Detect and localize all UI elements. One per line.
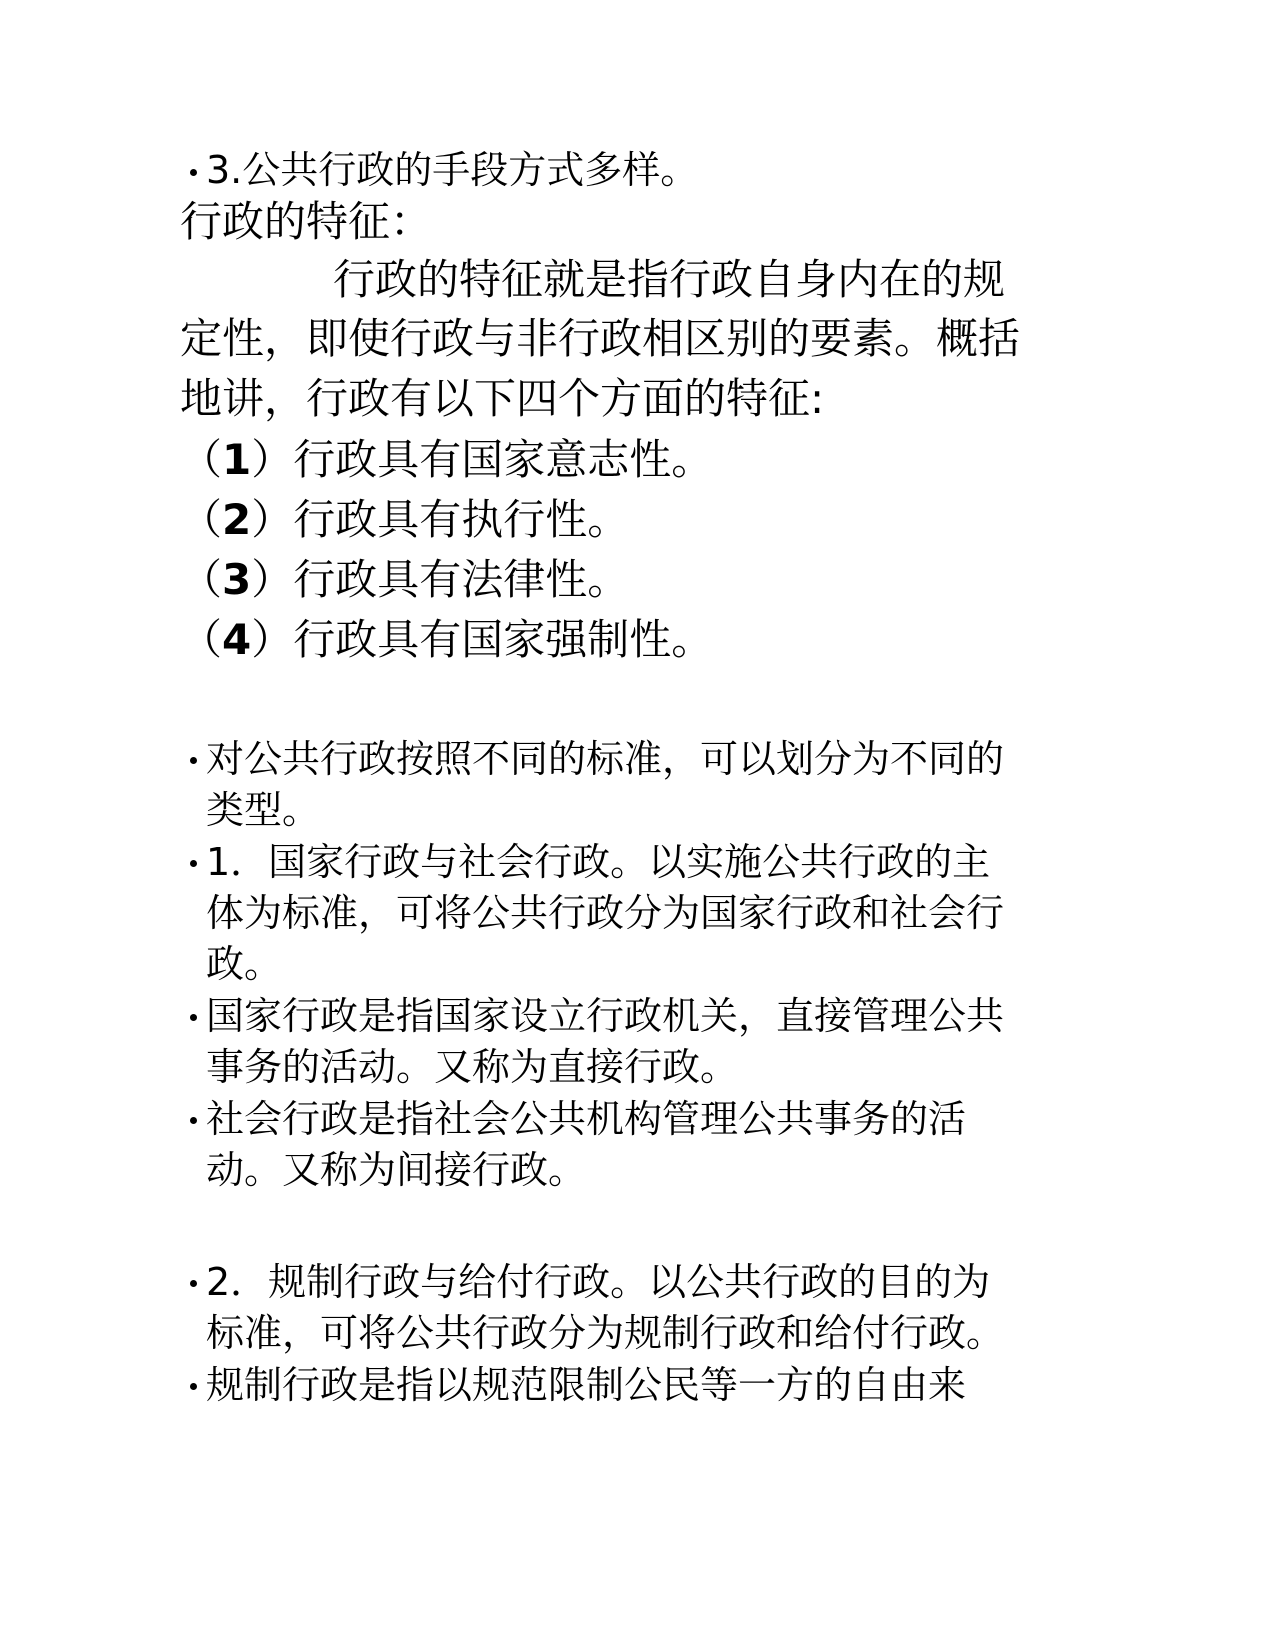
- bullet-text: 1．国家行政与社会行政。以实施公共行政的主: [206, 840, 991, 884]
- bullet-dot: [190, 1117, 197, 1124]
- feature-item: （2）行政具有执行性。: [180, 495, 630, 544]
- bullet-text: 事务的活动。又称为直接行政。: [206, 1045, 739, 1089]
- feature-number: 1: [222, 435, 252, 484]
- bullet-text: 规制行政是指以规范限制公民等一方的自由来: [206, 1363, 967, 1407]
- feature-text: 行政具有执行性。: [293, 495, 630, 544]
- bullet-text: 类型。: [206, 788, 321, 832]
- bullet-text: 标准，可将公共行政分为规制行政和给付行政。: [206, 1311, 1005, 1355]
- feature-item: （1）行政具有国家意志性。: [180, 435, 714, 484]
- feature-item: （3）行政具有法律性。: [180, 555, 630, 604]
- paragraph-line: 行政的特征就是指行政自身内在的规: [333, 255, 1006, 304]
- paragraph-line: 地讲，行政有以下四个方面的特征:: [180, 374, 825, 423]
- bullet-text: 3.公共行政的手段方式多样。: [206, 148, 699, 192]
- bullet-dot: [190, 1383, 197, 1390]
- feature-number: 3: [222, 555, 252, 604]
- feature-text: 行政具有国家意志性。: [293, 435, 714, 484]
- feature-text: 行政具有法律性。: [293, 555, 630, 604]
- bullet-dot: [190, 757, 197, 764]
- feature-text: 行政具有国家强制性。: [293, 615, 714, 664]
- feature-item: （4）行政具有国家强制性。: [180, 615, 714, 664]
- bullet-dot: [190, 860, 197, 867]
- bullet-text: 政。: [206, 942, 283, 986]
- bullet-dot: [190, 169, 197, 176]
- bullet-dot: [190, 1280, 197, 1287]
- bullet-text: 对公共行政按照不同的标准，可以划分为不同的: [206, 737, 1005, 781]
- bullet-dot: [190, 1014, 197, 1021]
- section-heading: 行政的特征：: [180, 197, 433, 246]
- bullet-text: 2．规制行政与给付行政。以公共行政的目的为: [206, 1260, 991, 1304]
- bullet-text: 社会行政是指社会公共机构管理公共事务的活: [206, 1097, 967, 1141]
- bullet-text: 国家行政是指国家设立行政机关，直接管理公共: [206, 994, 1005, 1038]
- paragraph-line: 定性，即使行政与非行政相区别的要素。概括: [180, 314, 1021, 363]
- bullet-text: 体为标准，可将公共行政分为国家行政和社会行: [206, 891, 1005, 935]
- feature-number: 4: [222, 615, 252, 664]
- bullet-text: 动。又称为间接行政。: [206, 1148, 587, 1192]
- feature-number: 2: [222, 495, 252, 544]
